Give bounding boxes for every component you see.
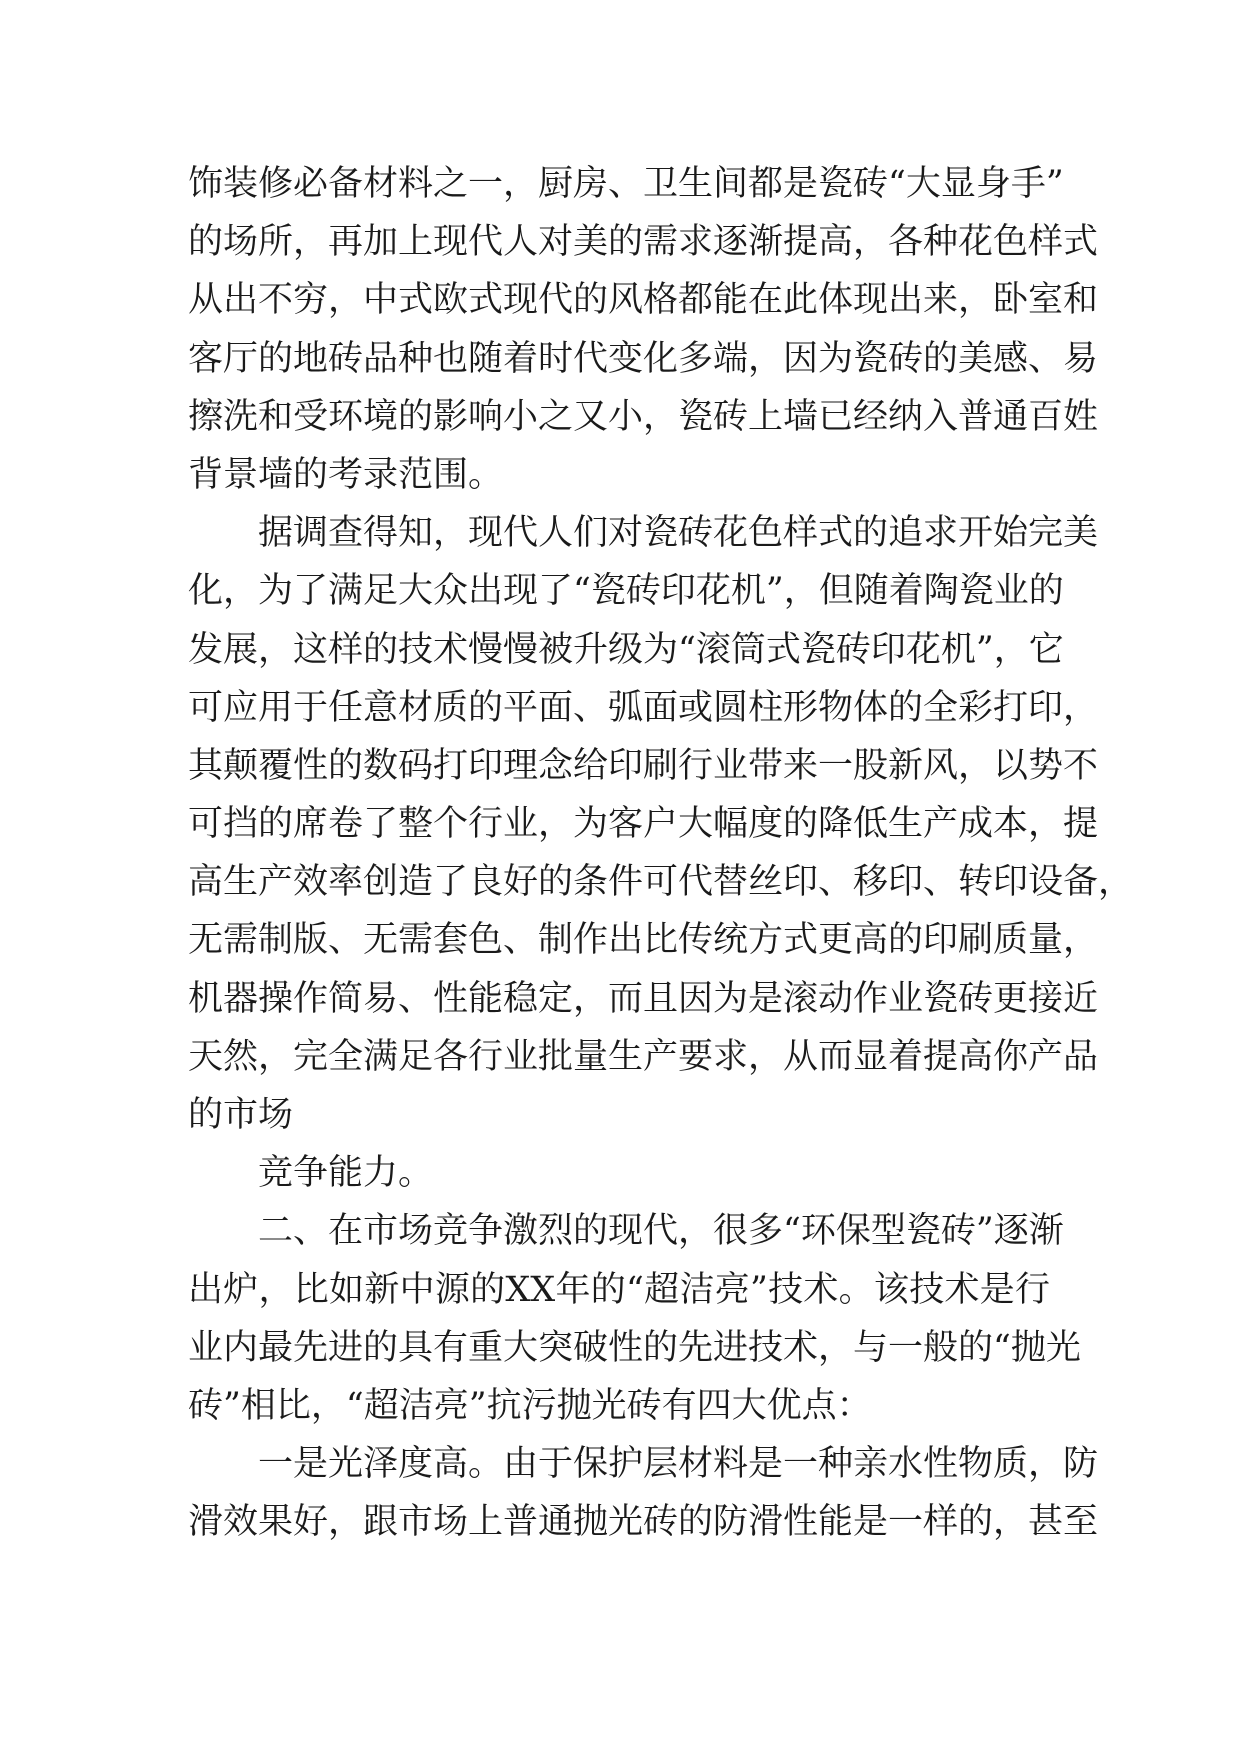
text-line: 发展，这样的技术慢慢被升级为“滚筒式瓷砖印花机”，它 xyxy=(188,629,1064,670)
text-line: 高生产效率创造了良好的条件可代替丝印、移印、转印设备， xyxy=(188,862,1134,903)
paragraph xyxy=(188,1435,1099,1551)
text-line: 的场所，再加上现代人对美的需求逐渐提高，各种花色样式 xyxy=(188,222,1099,263)
text-line: 机器操作简易、性能稳定，而且因为是滚动作业瓷砖更接近 xyxy=(188,978,1099,1019)
text-line: 其颠覆性的数码打印理念给印刷行业带来一股新风，以势不 xyxy=(188,745,1099,786)
text-line: 一是光泽度高。由于保护层材料是一种亲水性物质，防 xyxy=(258,1444,1099,1485)
text-line: 据调查得知，现代人们对瓷砖花色样式的追求开始完美 xyxy=(258,513,1099,554)
body-text xyxy=(188,155,1134,1552)
text-line: 背景墙的考录范围。 xyxy=(188,454,504,495)
paragraph xyxy=(188,155,1099,504)
text-line: 无需制版、无需套色、制作出比传统方式更高的印刷质量， xyxy=(188,920,1099,961)
paragraph xyxy=(188,1202,1081,1435)
text-line: 可挡的席卷了整个行业，为客户大幅度的降低生产成本，提 xyxy=(188,804,1099,845)
text-line: 化，为了满足大众出现了“瓷砖印花机”，但随着陶瓷业的 xyxy=(188,571,1064,612)
text-line: 可应用于任意材质的平面、弧面或圆柱形物体的全彩打印， xyxy=(188,687,1099,728)
text-line: 竞争能力。 xyxy=(258,1153,434,1194)
paragraph xyxy=(188,504,1134,1144)
text-line: 饰装修必备材料之一，厨房、卫生间都是瓷砖“大显身手” xyxy=(188,164,1064,204)
text-line: 业内最先进的具有重大突破性的先进技术，与一般的“抛光 xyxy=(188,1327,1081,1368)
text-line: 客厅的地砖品种也随着时代变化多端，因为瓷砖的美感、易 xyxy=(188,338,1099,379)
text-line: 二、在市场竞争激烈的现代，很多“环保型瓷砖”逐渐 xyxy=(258,1211,1064,1252)
text-line: 从出不穷，中式欧式现代的风格都能在此体现出来，卧室和 xyxy=(188,280,1099,321)
text-line: 天然，完全满足各行业批量生产要求，从而显着提高你产品 xyxy=(188,1036,1099,1077)
text-line: 砖”相比，“超洁亮”抗污抛光砖有四大优点： xyxy=(188,1385,872,1426)
text-line: 滑效果好，跟市场上普通抛光砖的防滑性能是一样的，甚至 xyxy=(188,1502,1099,1543)
text-line: 出炉，比如新中源的XX年的“超洁亮”技术。该技术是行 xyxy=(188,1269,1050,1310)
text-line: 的市场 xyxy=(188,1095,294,1135)
paragraph xyxy=(188,1144,1050,1202)
text-line: 擦洗和受环境的影响小之又小，瓷砖上墙已经纳入普通百姓 xyxy=(188,396,1099,437)
